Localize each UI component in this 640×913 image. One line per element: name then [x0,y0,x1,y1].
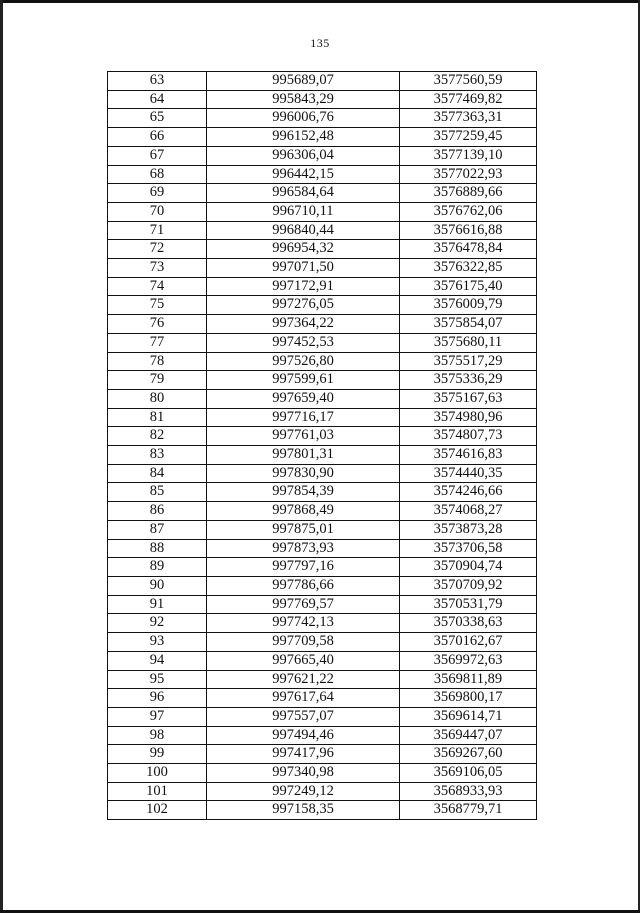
y-coordinate-cell: 3574980,96 [400,408,537,427]
y-coordinate-cell: 3574616,83 [400,446,537,465]
point-number-cell: 81 [108,408,207,427]
x-coordinate-cell: 997617,64 [207,689,400,708]
point-number-cell: 77 [108,333,207,352]
point-number-cell: 99 [108,745,207,764]
table-row [108,520,537,539]
table-row [108,633,537,652]
x-coordinate-cell: 997621,22 [207,670,400,689]
table-row [108,670,537,689]
y-coordinate-cell: 3568933,93 [400,782,537,801]
y-coordinate-cell: 3575680,11 [400,333,537,352]
point-number-cell: 90 [108,576,207,595]
x-coordinate-cell: 997526,80 [207,352,400,371]
y-coordinate-cell: 3569106,05 [400,764,537,783]
table-row [108,90,537,109]
y-coordinate-cell: 3577469,82 [400,90,537,109]
y-coordinate-cell: 3576762,06 [400,202,537,221]
point-number-cell: 92 [108,614,207,633]
y-coordinate-cell: 3569267,60 [400,745,537,764]
y-coordinate-cell: 3575517,29 [400,352,537,371]
table-row [108,184,537,203]
table-row [108,483,537,502]
x-coordinate-cell: 997830,90 [207,464,400,483]
x-coordinate-cell: 997417,96 [207,745,400,764]
y-coordinate-cell: 3568779,71 [400,801,537,820]
point-number-cell: 64 [108,90,207,109]
point-number-cell: 78 [108,352,207,371]
x-coordinate-cell: 997761,03 [207,427,400,446]
y-coordinate-cell: 3576175,40 [400,277,537,296]
y-coordinate-cell: 3577363,31 [400,109,537,128]
y-coordinate-cell: 3575167,63 [400,389,537,408]
table-row [108,689,537,708]
point-number-cell: 80 [108,389,207,408]
table-row [108,221,537,240]
table-row [108,427,537,446]
table-row [108,333,537,352]
table-row [108,464,537,483]
x-coordinate-cell: 997172,91 [207,277,400,296]
x-coordinate-cell: 997769,57 [207,595,400,614]
x-coordinate-cell: 997716,17 [207,408,400,427]
point-number-cell: 66 [108,128,207,147]
table-row [108,408,537,427]
table-row [108,801,537,820]
point-number-cell: 82 [108,427,207,446]
point-number-cell: 96 [108,689,207,708]
y-coordinate-cell: 3569811,89 [400,670,537,689]
table-row [108,651,537,670]
table-row [108,240,537,259]
point-number-cell: 102 [108,801,207,820]
x-coordinate-cell: 997665,40 [207,651,400,670]
x-coordinate-cell: 997801,31 [207,446,400,465]
x-coordinate-cell: 996840,44 [207,221,400,240]
x-coordinate-cell: 997249,12 [207,782,400,801]
table-row [108,109,537,128]
x-coordinate-cell: 997494,46 [207,726,400,745]
x-coordinate-cell: 997276,05 [207,296,400,315]
y-coordinate-cell: 3577560,59 [400,72,537,91]
point-number-cell: 94 [108,651,207,670]
table-row [108,446,537,465]
y-coordinate-cell: 3574807,73 [400,427,537,446]
y-coordinate-cell: 3569800,17 [400,689,537,708]
point-number-cell: 88 [108,539,207,558]
x-coordinate-cell: 996306,04 [207,146,400,165]
point-number-cell: 73 [108,259,207,278]
y-coordinate-cell: 3569447,07 [400,726,537,745]
point-number-cell: 69 [108,184,207,203]
point-number-cell: 91 [108,595,207,614]
table-row [108,146,537,165]
table-row [108,259,537,278]
y-coordinate-cell: 3576009,79 [400,296,537,315]
x-coordinate-cell: 997340,98 [207,764,400,783]
table-row [108,277,537,296]
table-row [108,576,537,595]
y-coordinate-cell: 3576616,88 [400,221,537,240]
point-number-cell: 87 [108,520,207,539]
point-number-cell: 74 [108,277,207,296]
table-row [108,296,537,315]
scan-border-top [0,0,640,3]
y-coordinate-cell: 3574068,27 [400,502,537,521]
x-coordinate-cell: 997875,01 [207,520,400,539]
y-coordinate-cell: 3569614,71 [400,707,537,726]
point-number-cell: 100 [108,764,207,783]
table-row [108,72,537,91]
x-coordinate-cell: 996710,11 [207,202,400,221]
point-number-cell: 85 [108,483,207,502]
table-row [108,165,537,184]
x-coordinate-cell: 997873,93 [207,539,400,558]
table-row [108,782,537,801]
x-coordinate-cell: 995689,07 [207,72,400,91]
point-number-cell: 83 [108,446,207,465]
x-coordinate-cell: 997742,13 [207,614,400,633]
table-row [108,352,537,371]
x-coordinate-cell: 996954,32 [207,240,400,259]
point-number-cell: 101 [108,782,207,801]
point-number-cell: 71 [108,221,207,240]
point-number-cell: 95 [108,670,207,689]
table-row [108,745,537,764]
x-coordinate-cell: 997452,53 [207,333,400,352]
y-coordinate-cell: 3570162,67 [400,633,537,652]
x-coordinate-cell: 996006,76 [207,109,400,128]
table-row [108,595,537,614]
page-number: 135 [310,36,330,50]
y-coordinate-cell: 3577139,10 [400,146,537,165]
y-coordinate-cell: 3575336,29 [400,371,537,390]
x-coordinate-cell: 997071,50 [207,259,400,278]
y-coordinate-cell: 3570338,63 [400,614,537,633]
point-number-cell: 65 [108,109,207,128]
x-coordinate-cell: 996152,48 [207,128,400,147]
table-row [108,764,537,783]
point-number-cell: 75 [108,296,207,315]
y-coordinate-cell: 3570531,79 [400,595,537,614]
x-coordinate-cell: 997659,40 [207,389,400,408]
point-number-cell: 97 [108,707,207,726]
x-coordinate-cell: 997364,22 [207,315,400,334]
point-number-cell: 89 [108,558,207,577]
point-number-cell: 93 [108,633,207,652]
table-row [108,707,537,726]
point-number-cell: 63 [108,72,207,91]
table-row [108,558,537,577]
y-coordinate-cell: 3576322,85 [400,259,537,278]
y-coordinate-cell: 3574246,66 [400,483,537,502]
y-coordinate-cell: 3573706,58 [400,539,537,558]
point-number-cell: 84 [108,464,207,483]
table-row [108,315,537,334]
x-coordinate-cell: 996442,15 [207,165,400,184]
x-coordinate-cell: 996584,64 [207,184,400,203]
table-row [108,539,537,558]
x-coordinate-cell: 997786,66 [207,576,400,595]
table-row [108,614,537,633]
y-coordinate-cell: 3573873,28 [400,520,537,539]
y-coordinate-cell: 3570904,74 [400,558,537,577]
x-coordinate-cell: 997868,49 [207,502,400,521]
x-coordinate-cell: 997854,39 [207,483,400,502]
table-row [108,371,537,390]
y-coordinate-cell: 3569972,63 [400,651,537,670]
x-coordinate-cell: 997709,58 [207,633,400,652]
coordinates-table [107,71,537,820]
table-row [108,389,537,408]
y-coordinate-cell: 3574440,35 [400,464,537,483]
point-number-cell: 72 [108,240,207,259]
point-number-cell: 79 [108,371,207,390]
x-coordinate-cell: 997599,61 [207,371,400,390]
y-coordinate-cell: 3575854,07 [400,315,537,334]
point-number-cell: 68 [108,165,207,184]
table-row [108,202,537,221]
point-number-cell: 70 [108,202,207,221]
table-row [108,726,537,745]
point-number-cell: 86 [108,502,207,521]
x-coordinate-cell: 997557,07 [207,707,400,726]
y-coordinate-cell: 3576478,84 [400,240,537,259]
point-number-cell: 67 [108,146,207,165]
x-coordinate-cell: 997158,35 [207,801,400,820]
y-coordinate-cell: 3576889,66 [400,184,537,203]
point-number-cell: 76 [108,315,207,334]
x-coordinate-cell: 995843,29 [207,90,400,109]
point-number-cell: 98 [108,726,207,745]
y-coordinate-cell: 3570709,92 [400,576,537,595]
coordinates-table-body [108,72,537,820]
table-row [108,128,537,147]
table-row [108,502,537,521]
y-coordinate-cell: 3577259,45 [400,128,537,147]
scan-border-left [0,0,3,913]
x-coordinate-cell: 997797,16 [207,558,400,577]
y-coordinate-cell: 3577022,93 [400,165,537,184]
